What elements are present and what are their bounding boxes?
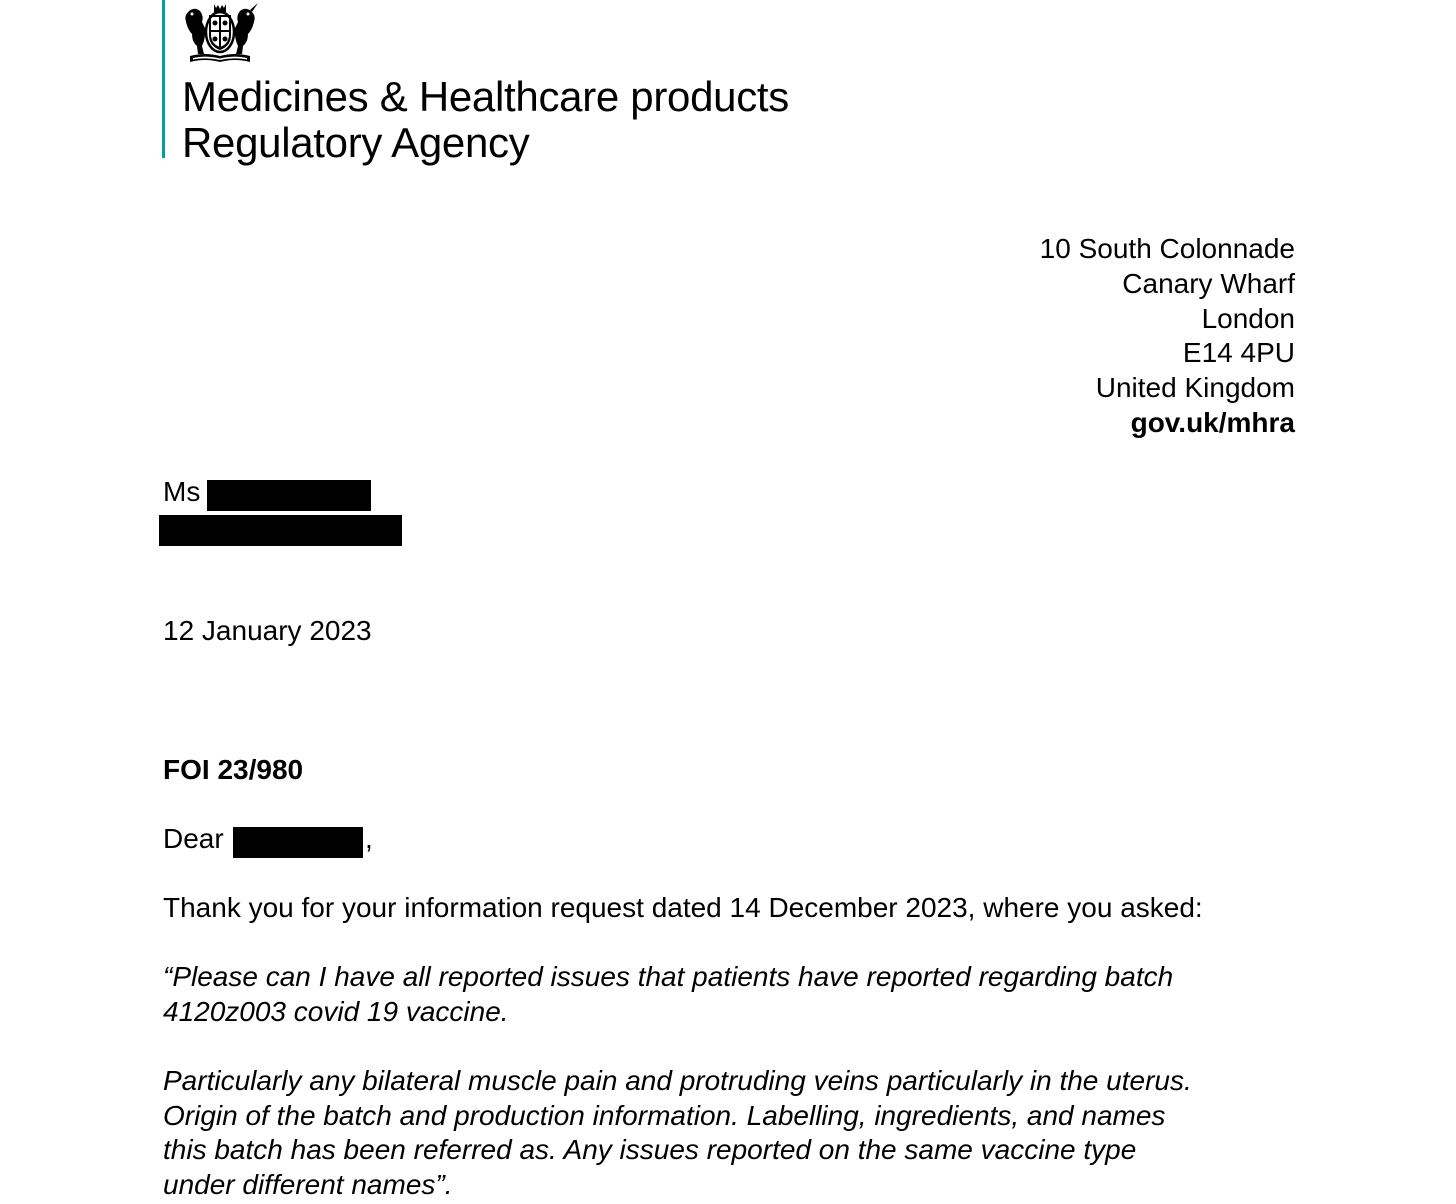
intro-paragraph: Thank you for your information request dated 14 December 2023, where you asked: [163,892,1203,923]
quote-line: this batch has been referred as. Any issues reported on the same vaccine type [163,1134,1137,1166]
redacted-recipient-name [207,480,371,511]
agency-name [182,74,789,166]
quote-line: Origin of the batch and production information. Labelling, ingredients, and names [163,1099,1166,1131]
quote-line: under different names”. [163,1168,453,1200]
address-line-1: 10 South Colonnade [1039,233,1295,264]
recipient-title: Ms [163,476,201,507]
salutation [163,822,373,856]
letter-date: 12 January 2023 [163,615,372,646]
foi-reference: FOI 23/980 [163,754,304,785]
address-line-5: United Kingdom [1095,372,1295,404]
quoted-request-paragraph-2 [163,1064,1298,1202]
redacted-salutation-name [233,827,363,858]
sender-address [1040,232,1295,441]
address-line-3: London [1201,302,1295,334]
salutation-comma: , [365,823,373,854]
salutation-word: Dear [163,823,224,854]
quoted-request-paragraph-1 [163,960,1298,1029]
website-link[interactable]: gov.uk/mhra [1130,406,1295,438]
address-line-4: E14 4PU [1182,337,1295,369]
quote-line: Particularly any bilateral muscle pain and protruding veins particularly in the uterus. [163,1065,1192,1096]
redacted-recipient-address [159,515,402,546]
quote-line: “Please can I have all reported issues that patients have reported regarding batch [163,961,1174,992]
agency-name-line-2: Regulatory Agency [182,119,530,166]
royal-coat-of-arms-icon [180,2,260,64]
address-line-2: Canary Wharf [1122,267,1295,299]
header-accent-rule [162,0,165,158]
agency-name-line-1: Medicines & Healthcare products [182,73,790,120]
quote-line: 4120z003 covid 19 vaccine. [163,995,509,1027]
